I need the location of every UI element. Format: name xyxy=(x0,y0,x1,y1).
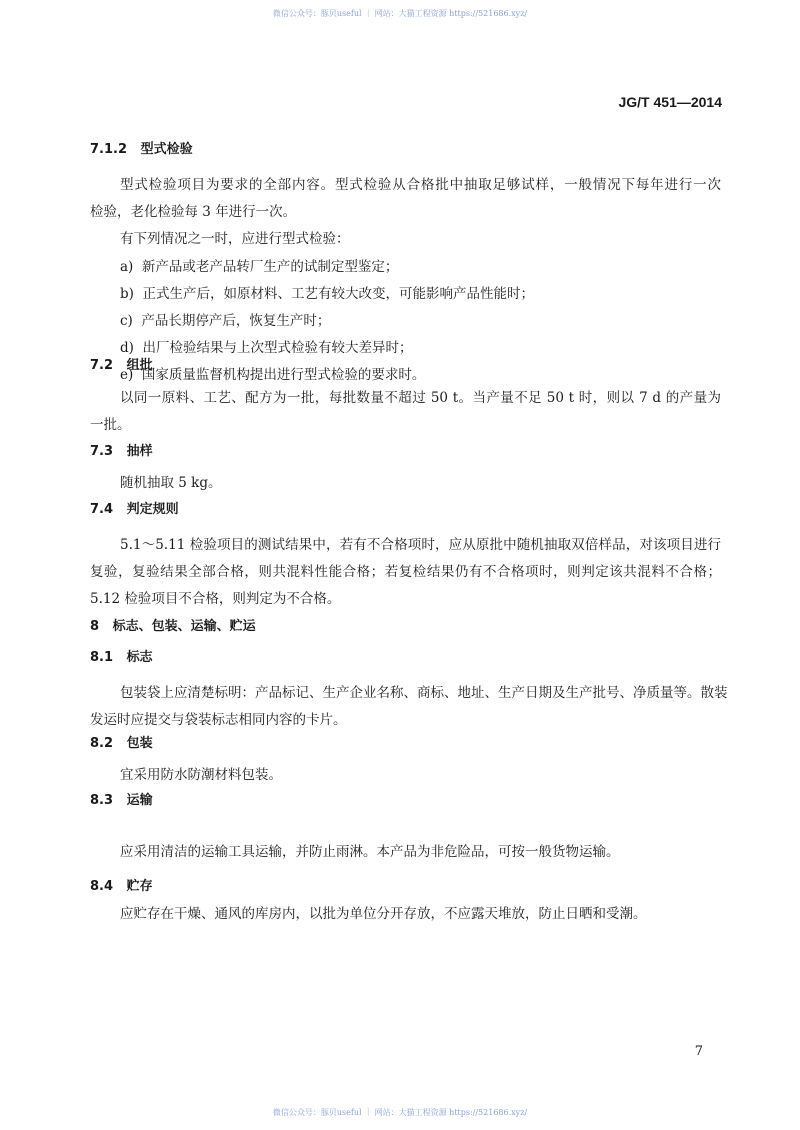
heading-8-1 xyxy=(90,649,153,667)
heading-7-3 xyxy=(90,443,153,461)
list-item xyxy=(120,366,425,384)
heading-8-2 xyxy=(90,735,153,753)
heading-7-2 xyxy=(90,357,153,375)
text: 7.4 xyxy=(90,502,114,517)
text: 抽样 xyxy=(126,444,153,459)
heading-7-4 xyxy=(90,501,179,519)
text: e) xyxy=(120,367,134,383)
watermark-top: 微信公众号：豚贝useful ｜ 网站：大猫工程资源 https://521686.xyz/ xyxy=(272,9,528,18)
heading-8-4 xyxy=(90,878,153,896)
text: 贮存 xyxy=(126,879,153,894)
paragraph-line: 5.12 检验项目不合格，则判定为不合格。 xyxy=(90,591,341,607)
text: 8.3 xyxy=(90,793,114,808)
text: 组批 xyxy=(126,358,153,373)
text: 判定规则 xyxy=(126,502,179,517)
paragraph-line: 应贮存在干燥、通风的库房内，以批为单位分开存放，不应露天堆放，防止日晒和受潮。 xyxy=(120,906,647,922)
text: b) xyxy=(120,286,134,302)
text: 标志 xyxy=(126,650,153,665)
text: 型式检验 xyxy=(140,142,193,157)
paragraph-line: 5.1～5.11 检验项目的测试结果中，若有不合格项时，应从原批中随机抽取双倍样品，对该项目进行 xyxy=(120,537,721,553)
list-item xyxy=(120,258,398,276)
paragraph-line: 包装袋上应清楚标明：产品标记、生产企业名称、商标、地址、生产日期及生产批号、净质量等。散装 xyxy=(120,685,728,701)
text: 出厂检验结果与上次型式检验有较大差异时； xyxy=(142,340,413,356)
heading-7-1-2 xyxy=(90,141,193,159)
text: 标志、包装、运输、贮运 xyxy=(112,619,256,634)
paragraph-line: 复验，复验结果全部合格，则共混料性能合格；若复检结果仍有不合格项时，则判定该共混料不合格； xyxy=(90,564,721,580)
text: d) xyxy=(120,340,134,356)
text: 运输 xyxy=(126,793,153,808)
list-item xyxy=(120,339,413,357)
standard-code-header: JG/T 451—2014 xyxy=(618,94,722,110)
text: 7.2 xyxy=(90,358,114,373)
text: 正式生产后，如原材料、工艺有较大改变，可能影响产品性能时； xyxy=(142,286,535,302)
heading-8-3 xyxy=(90,792,153,810)
text: 国家质量监督机构提出进行型式检验的要求时。 xyxy=(141,367,426,383)
paragraph-line: 有下列情况之一时，应进行型式检验： xyxy=(120,231,350,247)
text: a) xyxy=(120,259,134,275)
list-item xyxy=(120,312,330,330)
paragraph-line: 发运时应提交与袋装标志相同内容的卡片。 xyxy=(90,712,347,728)
paragraph-line: 应采用清洁的运输工具运输，并防止雨淋。本产品为非危险品，可按一般货物运输。 xyxy=(120,844,620,860)
watermark-bottom: 微信公众号：豚贝useful ｜ 网站：大猫工程资源 https://521686.xyz/ xyxy=(272,1108,528,1117)
paragraph-line: 一批。 xyxy=(90,417,131,433)
paragraph-line: 以同一原料、工艺、配方为一批，每批数量不超过 50 t。当产量不足 50 t 时，则以 7 d 的产量为 xyxy=(120,390,721,406)
heading-8 xyxy=(90,618,256,636)
text: 8.2 xyxy=(90,736,114,751)
paragraph-line: 型式检验项目为要求的全部内容。型式检验从合格批中抽取足够试样，一般情况下每年进行一次 xyxy=(120,177,721,193)
text: 7.1.2 xyxy=(90,142,128,157)
text: 8.1 xyxy=(90,650,114,665)
page-number: 7 xyxy=(694,1044,703,1059)
text: 8 xyxy=(90,619,100,634)
paragraph-line: 随机抽取 5 kg。 xyxy=(120,475,222,491)
list-item xyxy=(120,285,534,303)
text: 包装 xyxy=(126,736,153,751)
text: c) xyxy=(120,313,133,329)
text: 产品长期停产后，恢复生产时； xyxy=(141,313,331,329)
text: 新产品或老产品转厂生产的试制定型鉴定； xyxy=(141,259,399,275)
paragraph-line: 检验，老化检验每 3 年进行一次。 xyxy=(90,204,297,220)
text: 8.4 xyxy=(90,879,114,894)
paragraph-line: 宜采用防水防潮材料包装。 xyxy=(120,767,282,783)
text: 7.3 xyxy=(90,444,114,459)
